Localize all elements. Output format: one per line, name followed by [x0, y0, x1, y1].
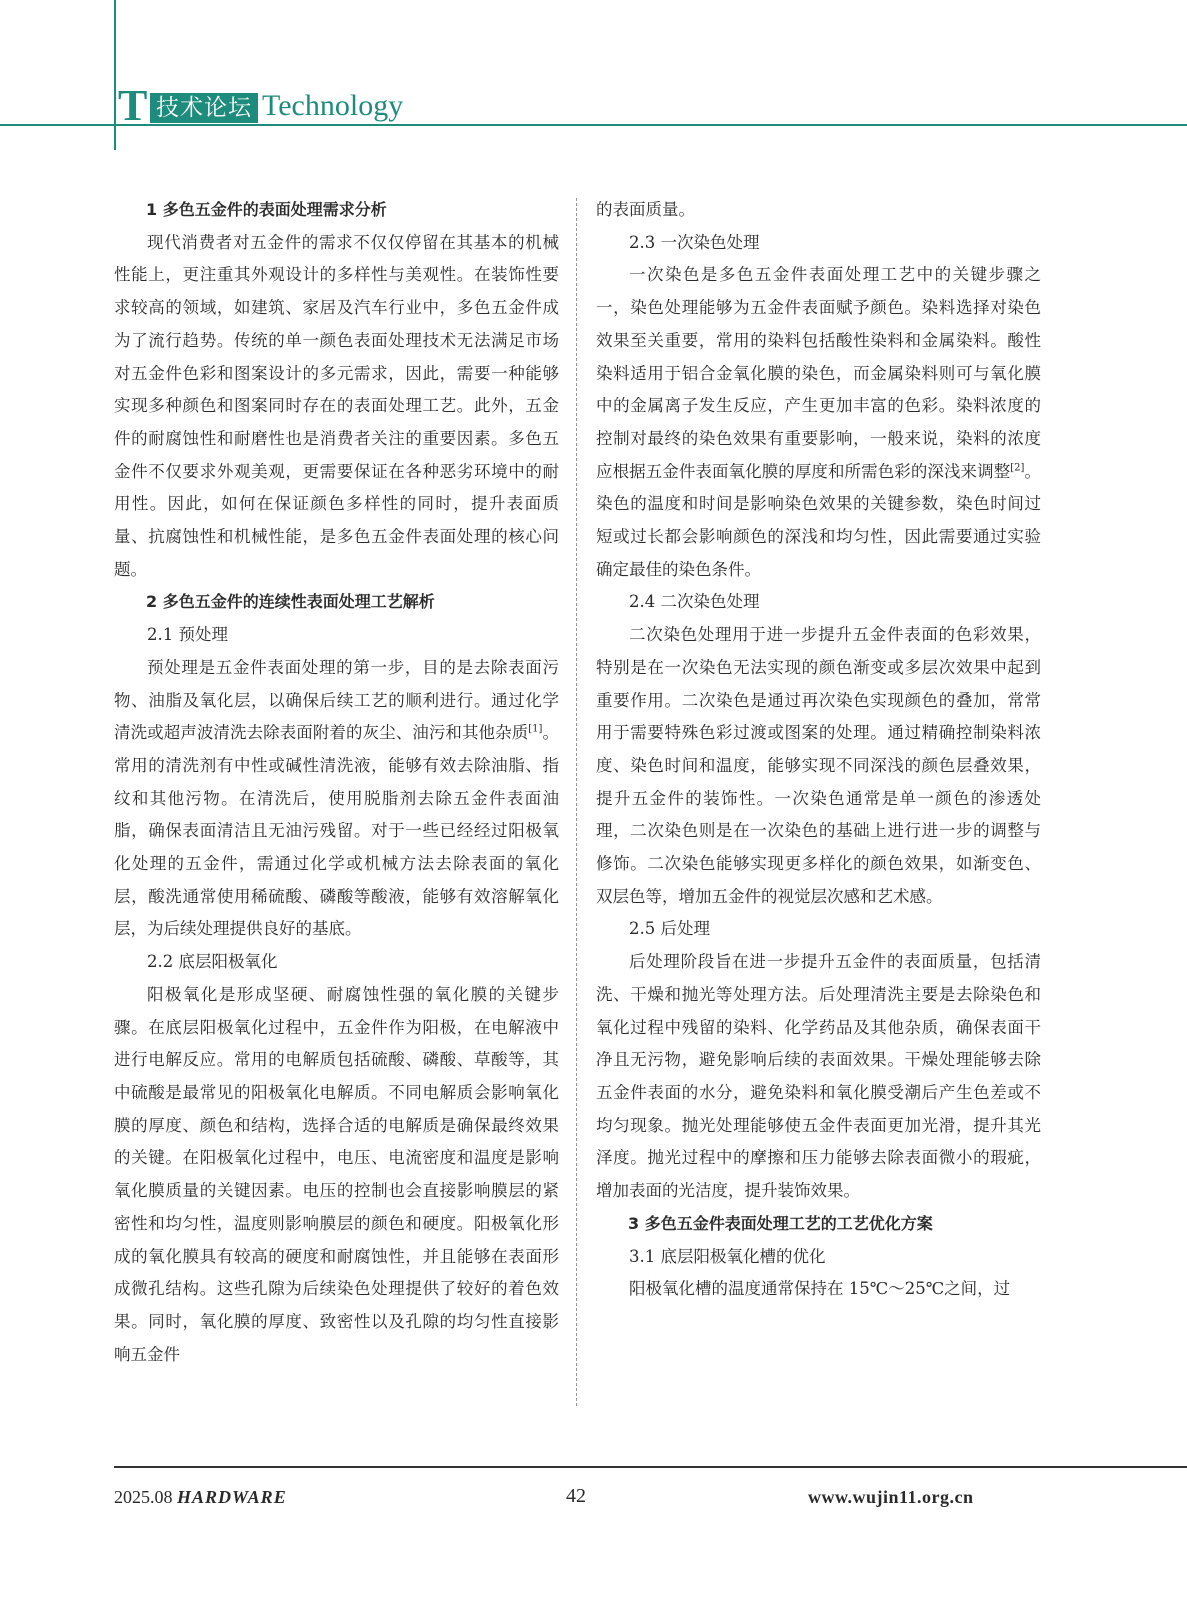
paragraph-3: 阳极氧化是形成坚硬、耐腐蚀性强的氧化膜的关键步骤。在底层阳极氧化过程中，五金件作为阳极，在电解液中进行电解反应。常用的电解质包括硫酸、磷酸、草酸等，其中硫酸是最常见的阳极氧化电解质。不同电解质会影响氧化膜的厚度、颜色和结构，选择合适的电解质是确保最终效果的关键。在阳极氧化过程中，电压、电流密度和温度是影响氧化膜质量的关键因素。电压的控制也会直接影响膜层的紧密性和均匀性，温度则影响膜层的颜色和硬度。阳极氧化形成的氧化膜具有较高的硬度和耐腐蚀性，并且能够在表面形成微孔结构。这些孔隙为后续染色处理提供了较好的着色效果。同时，氧化膜的厚度、致密性以及孔隙的均匀性直接影响五金件 — [114, 984, 559, 1364]
heading-3: 3 多色五金件表面处理工艺的工艺优化方案 — [628, 1213, 933, 1233]
paragraph-6: 后处理阶段旨在进一步提升五金件的表面质量，包括清洗、干燥和抛光等处理方法。后处理清洗主要是去除染色和氧化过程中残留的染料、化学药品及其他杂质，确保表面干净且无污物，避免影响后续的表面效果。干燥处理能够去除五金件表面的水分，避免染料和氧化膜受潮后产生色差或不均匀现象。抛光处理能够使五金件表面更加光滑，提升其光泽度。抛光过程中的摩擦和压力能够去除表面微小的瑕疵，增加表面的光洁度，提升装饰效果。 — [596, 952, 1041, 1201]
paragraph-4-part-a: 一次染色是多色五金件表面处理工艺中的关键步骤之一，染色处理能够为五金件表面赋予颜色。染料选择对染色效果至关重要，常用的染料包括酸性染料和金属染料。酸性染料适用于铝合金氧化膜的染色，而金属染料则可与氧化膜中的金属离子发生反应，产生更加丰富的色彩。染料浓度的控制对最终的染色效果有重要影响，一般来说，染料的浓度应根据五金件表面氧化膜的厚度和所需色彩的深浅来调整 — [596, 265, 1041, 481]
paragraph-2 — [114, 652, 559, 946]
paragraph-4-part-b: 。染色的温度和时间是影响染色效果的关键参数，染色时间过短或过长都会影响颜色的深浅和均匀性，因此需要通过实验确定最佳的染色条件。 — [596, 461, 1042, 579]
subheading-2-3: 2.3 一次染色处理 — [629, 232, 760, 252]
footer-brand: HARDWARE — [177, 1487, 287, 1507]
footer-issue — [114, 1487, 287, 1508]
column-divider — [576, 198, 577, 1406]
page-number: 42 — [566, 1485, 586, 1507]
left-column — [114, 194, 559, 1371]
paragraph-7: 阳极氧化槽的温度通常保持在 15℃～25℃之间，过 — [629, 1279, 1011, 1299]
paragraph-2-part-b: 。常用的清洗剂有中性或碱性清洗液，能够有效去除油脂、指纹和其他污物。在清洗后，使用脱脂剂去除五金件表面油脂，确保表面清洁且无油污残留。对于一些已经经过阳极氧化处理的五金件，需通过化学或机械方法去除表面的氧化层，酸洗通常使用稀硫酸、磷酸等酸液，能够有效溶解氧化层，为后续处理提供良好的基底。 — [114, 723, 560, 939]
subheading-3-1: 3.1 底层阳极氧化槽的优化 — [629, 1246, 826, 1266]
footer-date: 2025.08 — [114, 1487, 173, 1507]
heading-2: 2 多色五金件的连续性表面处理工艺解析 — [146, 592, 435, 612]
paragraph-4 — [596, 259, 1041, 586]
subheading-2-2: 2.2 底层阳极氧化 — [147, 952, 278, 972]
paragraph-continued: 的表面质量。 — [596, 200, 695, 219]
paragraph-1: 现代消费者对五金件的需求不仅仅停留在其基本的机械性能上，更注重其外观设计的多样性与美观性。在装饰性要求较高的领域，如建筑、家居及汽车行业中，多色五金件成为了流行趋势。传统的单一颜色表面处理技术无法满足市场对五金件色彩和图案设计的多元需求，因此，需要一种能够实现多种颜色和图案同时存在的表面处理工艺。此外，五金件的耐腐蚀性和耐磨性也是消费者关注的重要因素。多色五金件不仅要求外观美观，更需要保证在各种恶劣环境中的耐用性。因此，如何在保证颜色多样性的同时，提升表面质量、抗腐蚀性和机械性能，是多色五金件表面处理的核心问题。 — [114, 232, 559, 579]
paragraph-2-part-a: 预处理是五金件表面处理的第一步，目的是去除表面污物、油脂及氧化层，以确保后续工艺的顺利进行。通过化学清洗或超声波清洗去除表面附着的灰尘、油污和其他杂质 — [114, 657, 559, 743]
footer-rule — [114, 1466, 1187, 1468]
section-logo-letter: T — [118, 81, 148, 130]
subheading-2-4: 2.4 二次染色处理 — [629, 592, 760, 612]
footer-url: www.wujin11.org.cn — [808, 1487, 974, 1507]
right-column — [596, 194, 1041, 1306]
reference-2: [2] — [1010, 462, 1025, 474]
section-label-cn: 技术论坛 — [150, 93, 258, 123]
paragraph-5: 二次染色处理用于进一步提升五金件表面的色彩效果，特别是在一次染色无法实现的颜色渐变或多层次效果中起到重要作用。二次染色是通过再次染色实现颜色的叠加，常常用于需要特殊色彩过渡或图案的处理。通过精确控制染料浓度、染色时间和温度，能够实现不同深浅的颜色层叠效果，提升五金件的装饰性。一次染色通常是单一颜色的渗透处理，二次染色则是在一次染色的基础上进行进一步的调整与修饰。二次染色能够实现更多样化的颜色效果，如渐变色、双层色等，增加五金件的视觉层次感和艺术感。 — [596, 625, 1041, 906]
subheading-2-5: 2.5 后处理 — [629, 919, 710, 939]
heading-1: 1 多色五金件的表面处理需求分析 — [146, 200, 387, 219]
reference-1: [1] — [528, 723, 543, 735]
section-label-en: Technology — [262, 89, 404, 122]
header-horizontal-rule — [0, 124, 1187, 126]
subheading-2-1: 2.1 预处理 — [147, 625, 228, 645]
header-vertical-rule — [114, 0, 116, 150]
